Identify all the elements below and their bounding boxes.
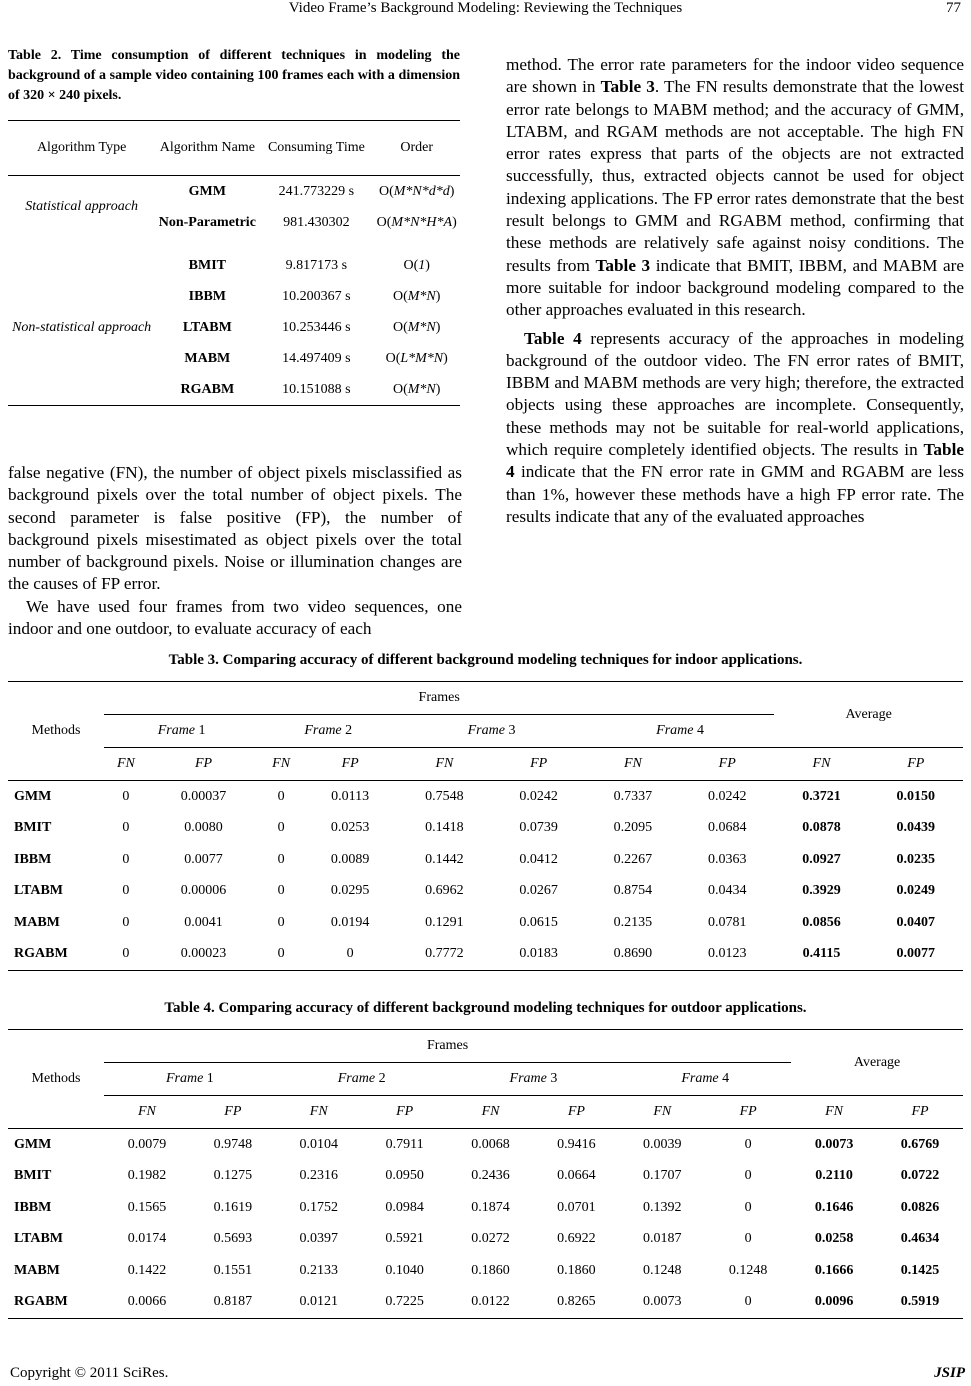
- value-cell: 0.0080: [184, 820, 223, 836]
- value-cell: 0.1619: [213, 1199, 253, 1215]
- table-row: [8, 176, 460, 208]
- table-3: [8, 652, 963, 971]
- fp-header: FP: [492, 748, 586, 781]
- value-cell: 0.7225: [362, 1287, 448, 1319]
- copyright: Copyright © 2011 SciRes.: [10, 1365, 169, 1381]
- average-header: Average: [791, 1030, 963, 1096]
- right-column-text: [506, 54, 964, 528]
- t2-cell: 10.151088 s: [259, 374, 373, 406]
- value-cell: 0.0722: [900, 1168, 940, 1184]
- value-cell: 0.1646: [814, 1199, 854, 1215]
- table-row: [8, 1255, 963, 1287]
- value-cell: 0.2135: [613, 914, 653, 930]
- value-cell: 0.0267: [519, 883, 558, 899]
- text-run: . The FN results demonstrate that the lowest error rate belongs to MABM method; and the accuracy of GMM, LTABM, and RGAM methods are not acceptable. The high FN error rates express that parts of the objects are not extracted successfully, thus, extracted objects cannot be used for object indexing applications. The FP error rates demonstrate that the best result belongs to GMM and RGABM method, confirming that these methods are relatively safe against noisy conditions. The results from: [506, 77, 965, 275]
- t2-cell: 241.773229 s: [278, 183, 355, 199]
- value-cell: 0.0363: [707, 851, 747, 867]
- value-cell: 0.1551: [213, 1262, 253, 1278]
- frame-number: 2: [345, 723, 353, 738]
- fp-header: FP: [705, 1096, 791, 1129]
- value-cell: 0.0183: [492, 939, 586, 971]
- paragraph: [506, 54, 964, 322]
- value-cell: 0.00023: [148, 939, 259, 971]
- average-header: Average: [774, 682, 963, 748]
- table-3-caption: Table 3. Comparing accuracy of different background modeling techniques for indoor applications.: [168, 652, 803, 668]
- fn-header: FN: [276, 1096, 362, 1129]
- value-cell: 0.1275: [213, 1168, 253, 1184]
- table-2-grid: [8, 120, 460, 406]
- fp-header: FP: [869, 748, 963, 781]
- method-name: IBBM: [14, 851, 52, 867]
- t2-cell: O(M*N): [373, 374, 460, 406]
- t2-cell: Non-Parametric: [158, 214, 256, 230]
- frame-word: Frame: [656, 723, 694, 738]
- value-cell: 0.7548: [425, 788, 464, 804]
- frame-number: 2: [378, 1071, 386, 1086]
- frames-header: Frames: [104, 1030, 791, 1063]
- table-2: [8, 46, 460, 406]
- methods-header: Methods: [8, 682, 104, 781]
- fn-header: FN: [619, 1096, 705, 1129]
- value-cell: 0.0249: [896, 883, 936, 899]
- frame-header: [586, 715, 775, 748]
- fp-header: FP: [680, 748, 774, 781]
- frame-number: 4: [722, 1071, 730, 1086]
- value-cell: 0.0397: [299, 1231, 338, 1247]
- paragraph: [506, 328, 964, 529]
- frame-header: [259, 715, 397, 748]
- value-cell: 0.7772: [397, 939, 491, 971]
- frame-number: 4: [696, 723, 704, 738]
- value-cell: 0.7337: [613, 788, 653, 804]
- left-column-text: [8, 462, 462, 640]
- value-cell: 0.1040: [385, 1262, 424, 1278]
- fp-header: FP: [877, 1096, 963, 1129]
- value-cell: 0.0664: [557, 1168, 596, 1184]
- method-name: RGABM: [8, 1287, 104, 1319]
- value-cell: 0.1707: [643, 1168, 682, 1184]
- value-cell: 0.0434: [707, 883, 747, 899]
- table-row: [8, 907, 963, 939]
- fn-header: FN: [791, 1096, 877, 1129]
- t2-cell: O(M*N): [392, 288, 441, 304]
- value-cell: 0.0039: [643, 1136, 682, 1152]
- value-cell: 0.0104: [299, 1136, 338, 1152]
- t2-cell: 14.497409 s: [282, 350, 351, 366]
- value-cell: 0.4634: [900, 1231, 940, 1247]
- fn-header: FN: [397, 748, 491, 781]
- value-cell: 0.0122: [448, 1287, 534, 1319]
- value-cell: 0: [277, 820, 285, 836]
- value-cell: 0.00006: [180, 883, 227, 899]
- t2-header: Algorithm Name: [155, 121, 259, 176]
- value-cell: 0: [122, 788, 130, 804]
- value-cell: 0.0258: [814, 1231, 854, 1247]
- t2-cell: 9.817173 s: [285, 257, 348, 273]
- fp-header: FP: [533, 1096, 619, 1129]
- method-name: LTABM: [14, 883, 64, 899]
- table-2-caption: Table 2. Time consumption of different techniques in modeling the background of a sample video containing 100 frames each with a dimension of 320 × 240 pixels.: [8, 48, 460, 103]
- frame-number: 3: [550, 1071, 558, 1086]
- value-cell: 0.4115: [774, 939, 868, 971]
- frame-number: 3: [508, 723, 516, 738]
- value-cell: 0.5693: [213, 1231, 253, 1247]
- frames-header: Frames: [104, 682, 774, 715]
- t2-header: Algorithm Type: [8, 121, 155, 176]
- method-name: RGABM: [8, 939, 104, 971]
- value-cell: 0.1291: [425, 914, 464, 930]
- value-cell: 0: [122, 820, 130, 836]
- value-cell: 0.1392: [643, 1199, 682, 1215]
- fp-header: FP: [190, 1096, 276, 1129]
- value-cell: 0.1248: [643, 1262, 682, 1278]
- value-cell: 0: [122, 914, 130, 930]
- value-cell: 0.1874: [471, 1199, 510, 1215]
- value-cell: 0.0079: [127, 1136, 167, 1152]
- fp-header: FP: [362, 1096, 448, 1129]
- frame-header: [619, 1063, 791, 1096]
- fp-header: FP: [148, 748, 259, 781]
- value-cell: 0.6769: [900, 1136, 940, 1152]
- value-cell: 0.0242: [519, 788, 558, 804]
- fn-header: FN: [104, 748, 148, 781]
- value-cell: 0.2436: [471, 1168, 510, 1184]
- fn-header: FN: [774, 748, 868, 781]
- value-cell: 0.00037: [180, 788, 227, 804]
- frame-header: [104, 715, 259, 748]
- value-cell: 0.0123: [680, 939, 774, 971]
- value-cell: 0.2133: [299, 1262, 338, 1278]
- value-cell: 0.1752: [299, 1199, 338, 1215]
- value-cell: 0.0701: [557, 1199, 596, 1215]
- t2-cell: 10.200367 s: [282, 288, 351, 304]
- method-name: BMIT: [14, 1168, 52, 1184]
- t2-cell: GMM: [188, 183, 226, 199]
- t2-cell: MABM: [184, 350, 231, 366]
- method-name: BMIT: [14, 820, 52, 836]
- table-4-grid: [8, 1029, 963, 1319]
- value-cell: 0.1422: [127, 1262, 167, 1278]
- value-cell: 0.0407: [896, 914, 936, 930]
- value-cell: 0.0041: [184, 914, 223, 930]
- value-cell: 0.0121: [276, 1287, 362, 1319]
- table-row: [8, 1224, 963, 1256]
- value-cell: 0: [744, 1199, 752, 1215]
- frame-header: [397, 715, 586, 748]
- table-row: [8, 1129, 963, 1161]
- value-cell: 0.2110: [815, 1168, 853, 1184]
- running-title: Video Frame’s Background Modeling: Reviewing the Techniques: [288, 0, 683, 16]
- journal-name: JSIP: [934, 1365, 965, 1381]
- methods-header: Methods: [8, 1030, 104, 1129]
- value-cell: 0: [104, 939, 148, 971]
- value-cell: 0: [705, 1287, 791, 1319]
- t2-cell: IBBM: [188, 288, 226, 304]
- table-ref: Table 3: [600, 77, 655, 97]
- value-cell: 0: [259, 939, 303, 971]
- table-4: [8, 1000, 963, 1319]
- value-cell: 0.0878: [802, 820, 841, 836]
- value-cell: 0.0826: [900, 1199, 940, 1215]
- value-cell: 0.5919: [877, 1287, 963, 1319]
- value-cell: 0.0077: [184, 851, 223, 867]
- value-cell: 0.0235: [896, 851, 936, 867]
- t2-cell: RGABM: [155, 374, 259, 406]
- t2-cell: LTABM: [182, 319, 232, 335]
- table-ref: Table 3: [595, 255, 651, 275]
- value-cell: 0.0089: [330, 851, 370, 867]
- value-cell: 0.3929: [802, 883, 841, 899]
- value-cell: 0.0984: [385, 1199, 424, 1215]
- value-cell: 0: [122, 883, 130, 899]
- frame-word: Frame: [681, 1071, 719, 1086]
- t2-cell: O(M*N): [392, 319, 441, 335]
- table-ref: Table 4: [524, 328, 582, 348]
- paragraph: We have used four frames from two video sequences, one indoor and one outdoor, to evaluate accuracy of each: [8, 596, 462, 639]
- value-cell: 0: [303, 939, 397, 971]
- value-cell: 0.6922: [557, 1231, 596, 1247]
- table-row: [8, 1287, 963, 1319]
- table-row: [8, 844, 963, 876]
- value-cell: 0.0272: [471, 1231, 510, 1247]
- value-cell: 0.8690: [586, 939, 680, 971]
- value-cell: 0.0174: [127, 1231, 167, 1247]
- value-cell: 0.0096: [791, 1287, 877, 1319]
- value-cell: 0: [277, 788, 285, 804]
- value-cell: 0.0781: [707, 914, 747, 930]
- frame-header: [276, 1063, 448, 1096]
- value-cell: 0.1860: [557, 1262, 596, 1278]
- frame-word: Frame: [165, 1071, 204, 1086]
- method-name: GMM: [14, 788, 52, 804]
- frame-header: [104, 1063, 276, 1096]
- value-cell: 0.0253: [330, 820, 370, 836]
- t2-cell: O(1): [403, 257, 430, 273]
- table-row: [8, 813, 963, 845]
- fp-header: FP: [303, 748, 397, 781]
- method-name: LTABM: [14, 1231, 64, 1247]
- frame-word: Frame: [337, 1071, 376, 1086]
- value-cell: 0.1982: [127, 1168, 167, 1184]
- value-cell: 0.5921: [385, 1231, 424, 1247]
- value-cell: 0.6962: [425, 883, 464, 899]
- value-cell: 0.2095: [613, 820, 653, 836]
- running-head: [0, 0, 971, 22]
- value-cell: 0.0412: [519, 851, 558, 867]
- frame-number: 1: [198, 723, 206, 738]
- value-cell: 0.0194: [330, 914, 370, 930]
- value-cell: 0.1565: [127, 1199, 167, 1215]
- value-cell: 0.0615: [519, 914, 558, 930]
- value-cell: 0.1442: [425, 851, 464, 867]
- text-run: method. The error rate parameters for the indoor video sequence are shown in: [506, 55, 964, 97]
- value-cell: 0: [277, 914, 285, 930]
- method-name: GMM: [14, 1136, 52, 1152]
- value-cell: 0.0077: [869, 939, 963, 971]
- paragraph: false negative (FN), the number of object pixels misclassified as background pixels over the total number of object pixels. The second parameter is false positive (FP), the number of background pixels misestimated as object pixels over the total number of background pixels. Noise or illumination changes are the causes of FP error.: [8, 463, 462, 594]
- table-row: [8, 939, 963, 971]
- page-number: 77: [946, 0, 961, 16]
- value-cell: 0.8265: [533, 1287, 619, 1319]
- value-cell: 0.9416: [557, 1136, 596, 1152]
- value-cell: 0.0242: [707, 788, 747, 804]
- value-cell: 0.7911: [385, 1136, 424, 1152]
- table-ref: Table 4: [506, 440, 964, 482]
- table-row: [8, 1192, 963, 1224]
- t2-cell: 981.430302: [283, 214, 350, 230]
- text-run: indicate that BMIT, IBBM, and MABM are more suitable for indoor background modeling compared to the other approaches evaluated in this research.: [506, 255, 964, 320]
- fn-header: FN: [586, 748, 680, 781]
- table-4-caption: Table 4. Comparing accuracy of different background modeling techniques for outdoor applications.: [164, 1000, 807, 1016]
- t2-cell: O(L*M*N): [385, 350, 448, 366]
- t2-cell: O(M*N*d*d): [378, 183, 455, 199]
- value-cell: 0: [277, 883, 285, 899]
- value-cell: 0: [744, 1168, 752, 1184]
- value-cell: 0.1248: [728, 1262, 768, 1278]
- fn-header: FN: [448, 1096, 534, 1129]
- value-cell: 0: [277, 851, 285, 867]
- value-cell: 0.0150: [896, 788, 936, 804]
- t2-cell: BMIT: [188, 257, 226, 273]
- t2-header: Order: [373, 121, 460, 176]
- value-cell: 0.1860: [471, 1262, 510, 1278]
- method-name: MABM: [14, 914, 60, 930]
- table-row: [8, 876, 963, 908]
- value-cell: 0.0113: [331, 788, 370, 804]
- t2-cell: O(M*N*H*A): [376, 214, 457, 230]
- value-cell: 0.0066: [104, 1287, 190, 1319]
- value-cell: 0.8187: [190, 1287, 276, 1319]
- value-cell: 0.3721: [802, 788, 841, 804]
- frame-word: Frame: [304, 723, 342, 738]
- frame-word: Frame: [509, 1071, 547, 1086]
- value-cell: 0.0439: [896, 820, 936, 836]
- value-cell: 0: [122, 851, 130, 867]
- value-cell: 0: [744, 1231, 752, 1247]
- footer: [10, 1365, 965, 1382]
- frame-word: Frame: [157, 723, 196, 738]
- text-run: represents accuracy of the approaches in modeling background of the outdoor video. The FN error rates of BMIT, IBBM and MABM methods are very high; therefore, the extracted objects using these approaches are incomplete. Consequently, these methods may not be suitable for real-world applications, which require completely identified objects. The results in: [506, 328, 964, 460]
- fn-header: FN: [259, 748, 303, 781]
- frame-word: Frame: [467, 723, 505, 738]
- frame-header: [448, 1063, 620, 1096]
- method-name: IBBM: [14, 1199, 52, 1215]
- value-cell: 0.2316: [299, 1168, 338, 1184]
- table-row: [8, 781, 963, 813]
- value-cell: 0.1425: [900, 1262, 940, 1278]
- value-cell: 0.0739: [519, 820, 558, 836]
- table-row: [8, 250, 460, 281]
- value-cell: 0.0187: [643, 1231, 682, 1247]
- t2-group-statistical: Statistical approach: [25, 199, 138, 214]
- value-cell: 0.9748: [213, 1136, 253, 1152]
- value-cell: 0.1666: [814, 1262, 854, 1278]
- value-cell: 0.0073: [814, 1136, 854, 1152]
- value-cell: 0.0927: [802, 851, 841, 867]
- t2-header: Consuming Time: [259, 121, 373, 176]
- value-cell: 0.0073: [619, 1287, 705, 1319]
- value-cell: 0: [744, 1136, 752, 1152]
- t2-group-non-statistical: Non-statistical approach: [8, 250, 155, 406]
- value-cell: 0.8754: [613, 883, 653, 899]
- method-name: MABM: [14, 1262, 60, 1278]
- value-cell: 0.0068: [471, 1136, 510, 1152]
- text-run: indicate that the FN error rate in GMM and RGABM are less than 1%, however these methods have a high FP error rate. The results indicate that any of the evaluated approaches: [506, 462, 964, 526]
- value-cell: 0.0295: [330, 883, 370, 899]
- value-cell: 0.0856: [802, 914, 841, 930]
- frame-number: 1: [206, 1071, 214, 1086]
- t2-cell: 10.253446 s: [282, 319, 351, 335]
- table-row: [8, 1161, 963, 1193]
- value-cell: 0.0684: [707, 820, 747, 836]
- value-cell: 0.1418: [425, 820, 464, 836]
- table-3-grid: [8, 681, 963, 971]
- value-cell: 0.0950: [385, 1168, 424, 1184]
- fn-header: FN: [104, 1096, 190, 1129]
- value-cell: 0.2267: [613, 851, 653, 867]
